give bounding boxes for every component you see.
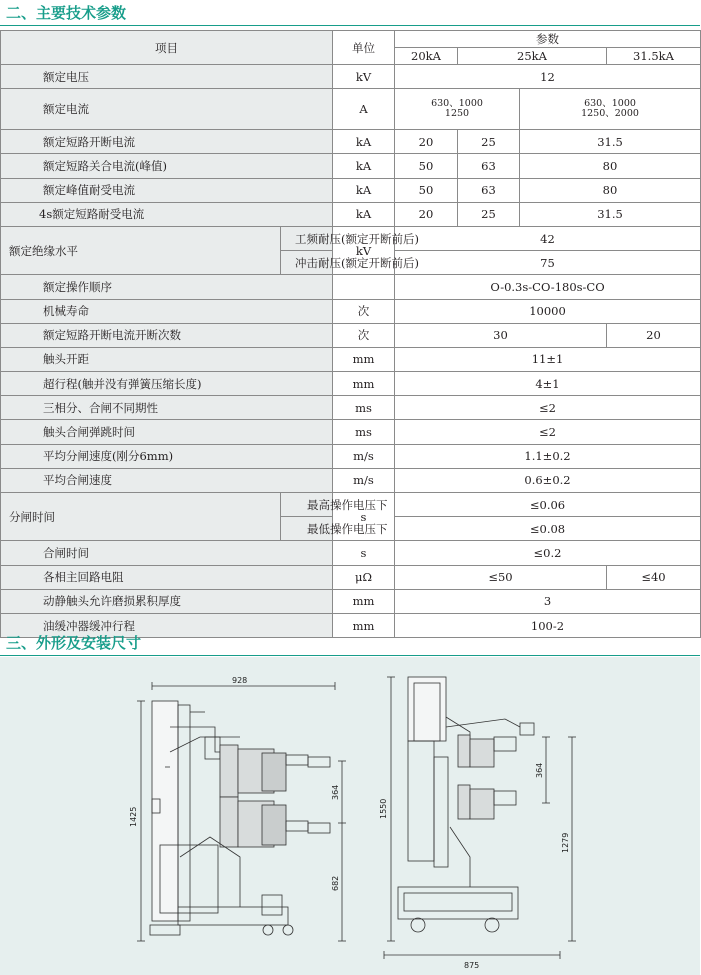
row-value: 63 [458,154,520,178]
table-row [1,65,701,89]
dim-front-height: 1425 [129,806,138,827]
table-row [1,372,701,396]
row-label: 动静触头允许磨损累积厚度 [1,589,333,613]
row-value: 42 [395,226,701,250]
side-view [398,677,534,932]
row-value: 630、1000 1250 [395,89,520,130]
row-label: 额定峰值耐受电流 [1,178,333,202]
row-value: ≤0.2 [395,541,701,565]
row-value: 80 [520,178,701,202]
row-unit: mm [333,589,395,613]
header-unit: 单位 [333,31,395,65]
dim-side-lower: 1279 [561,832,570,853]
table-row [1,541,701,565]
dim-side-height: 1550 [379,798,388,819]
row-value: 31.5 [520,130,701,154]
table-row [1,89,701,130]
row-value: ≤0.06 [395,493,701,517]
row-unit: μΩ [333,565,395,589]
row-unit: kV [333,226,395,274]
row-value: 1.1±0.2 [395,444,701,468]
row-unit: ms [333,420,395,444]
row-label: 额定短路开断电流开断次数 [1,323,333,347]
row-label: 额定操作顺序 [1,275,333,299]
table-row [1,589,701,613]
row-value: 12 [395,65,701,89]
row-unit: kV [333,65,395,89]
row-value: ≤0.08 [395,517,701,541]
front-view [150,701,330,935]
row-value: 31.5 [520,202,701,226]
row-label: 4s额定短路耐受电流 [1,202,333,226]
table-row [1,396,701,420]
row-label: 额定电压 [1,65,333,89]
row-value: 20 [395,202,458,226]
row-value: ≤2 [395,420,701,444]
table-row [1,130,701,154]
row-value: 630、1000 1250、2000 [520,89,701,130]
dim-side-upper: 364 [535,762,544,778]
row-unit: kA [333,202,395,226]
row-label: 超行程(触并没有弹簧压缩长度) [1,372,333,396]
dim-side-width: 875 [464,961,480,970]
table-row [1,299,701,323]
row-label: 触头合闸弹跳时间 [1,420,333,444]
row-value: 25 [458,202,520,226]
header-col-20ka: 20kA [395,48,458,65]
row-value: 10000 [395,299,701,323]
header-col-25ka: 25kA [458,48,607,65]
row-label: 油缓冲器缓冲行程 [1,613,333,637]
table-row [1,468,701,492]
row-label: 各相主回路电阻 [1,565,333,589]
table-row [1,493,701,517]
table-row [1,565,701,589]
row-unit: kA [333,154,395,178]
row-value: 63 [458,178,520,202]
row-value: 4±1 [395,372,701,396]
header-col-31-5ka: 31.5kA [607,48,701,65]
row-value: 100-2 [395,613,701,637]
table-row [1,420,701,444]
row-label: 额定短路开断电流 [1,130,333,154]
table-row [1,154,701,178]
row-label: 触头开距 [1,347,333,371]
row-unit: kA [333,178,395,202]
row-label: 额定短路关合电流(峰值) [1,154,333,178]
row-sub-label: 冲击耐压(额定开断前后) [281,251,333,275]
row-value: 3 [395,589,701,613]
row-value: 11±1 [395,347,701,371]
row-unit: m/s [333,444,395,468]
row-label: 机械寿命 [1,299,333,323]
row-value: 75 [395,251,701,275]
row-value: 25 [458,130,520,154]
row-value: 30 [395,323,607,347]
table-row [1,178,701,202]
table-row [1,444,701,468]
row-value: 80 [520,154,701,178]
header-params: 参数 [395,31,701,48]
row-value: 20 [395,130,458,154]
row-label: 合闸时间 [1,541,333,565]
row-unit: mm [333,347,395,371]
row-group-label: 额定绝缘水平 [1,226,281,274]
row-sub-label: 最高操作电压下 [281,493,333,517]
row-unit: A [333,89,395,130]
spec-table [0,30,701,638]
row-label: 平均分闸速度(刚分6mm) [1,444,333,468]
table-row [1,347,701,371]
table-row [1,226,701,250]
row-group-label: 分闸时间 [1,493,281,541]
row-unit: 次 [333,299,395,323]
section-title-outline: 三、外形及安装尺寸 [0,630,700,656]
row-sub-label: 最低操作电压下 [281,517,333,541]
header-item: 项目 [1,31,333,65]
dim-front-width: 928 [232,676,248,685]
row-unit: m/s [333,468,395,492]
row-sub-label: 工频耐压(额定开断前后) [281,226,333,250]
row-label: 平均合闸速度 [1,468,333,492]
row-value: 0.6±0.2 [395,468,701,492]
outline-drawing [0,657,700,975]
row-value: ≤40 [607,565,701,589]
row-unit: mm [333,372,395,396]
outline-drawing-svg [0,657,700,975]
row-value: ≤50 [395,565,607,589]
row-unit: s [333,541,395,565]
row-value: ≤2 [395,396,701,420]
table-row [1,202,701,226]
row-unit: 次 [333,323,395,347]
row-unit [333,275,395,299]
row-label: 额定电流 [1,89,333,130]
row-unit: mm [333,613,395,637]
row-unit: ms [333,396,395,420]
dim-front-lower: 682 [331,875,340,891]
row-unit: s [333,493,395,541]
row-value: O-0.3s-CO-180s-CO [395,275,701,299]
section-title-specs: 二、主要技术参数 [0,0,700,26]
row-value: 50 [395,178,458,202]
table-row [1,275,701,299]
row-value: 50 [395,154,458,178]
table-row [1,323,701,347]
row-label: 三相分、合闸不同期性 [1,396,333,420]
row-value: 20 [607,323,701,347]
dim-front-upper: 364 [331,784,340,800]
row-unit: kA [333,130,395,154]
